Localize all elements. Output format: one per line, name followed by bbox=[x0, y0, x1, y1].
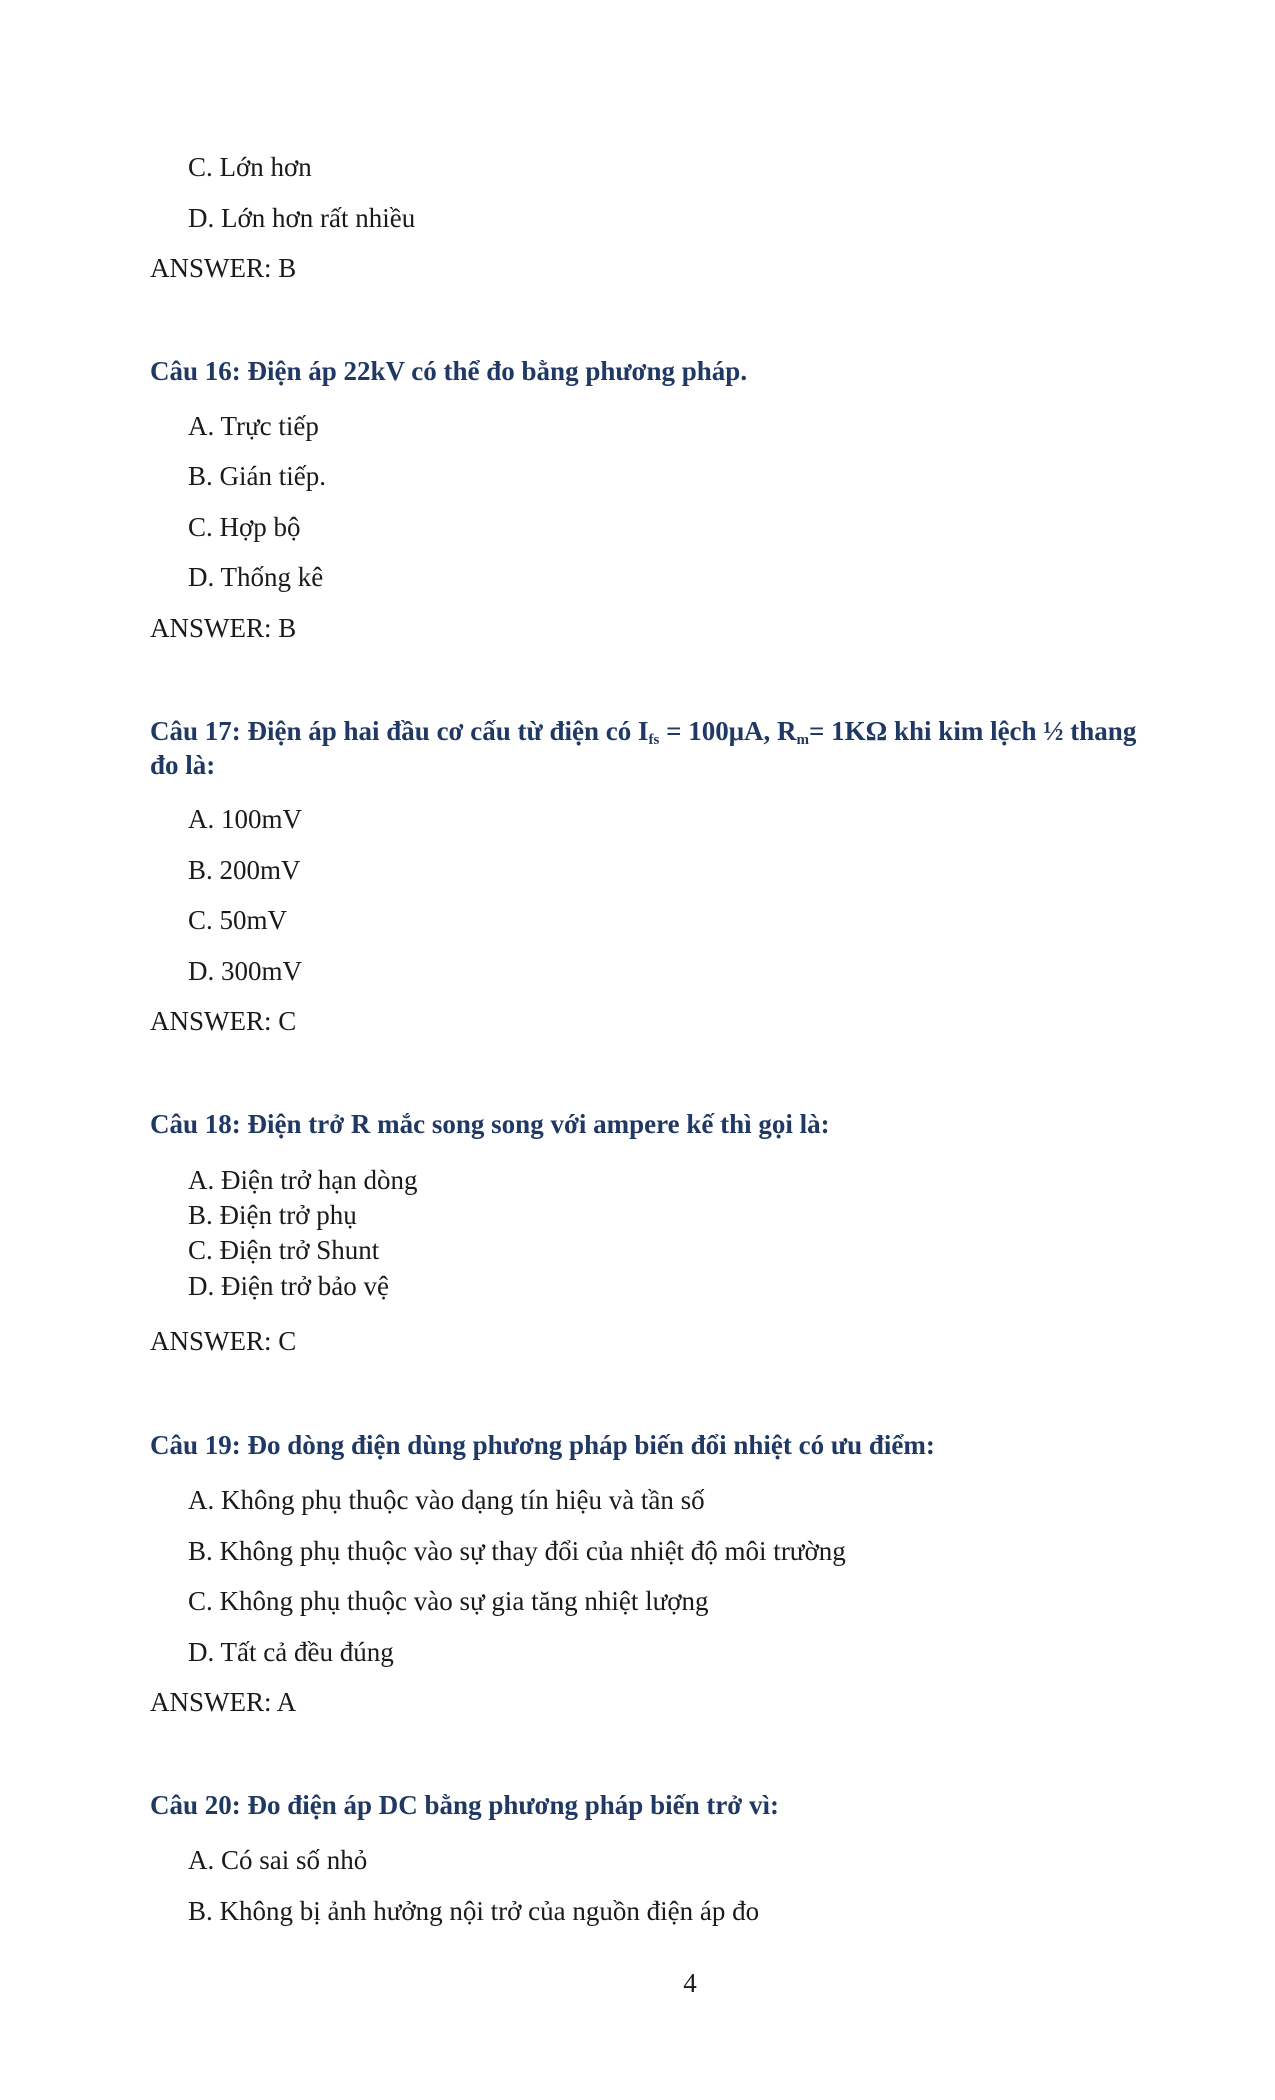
question-17-subscript-m: m bbox=[796, 732, 810, 748]
question-19-answer: ANSWER: A bbox=[150, 1687, 297, 1717]
option-c: C. Lớn hơn bbox=[188, 152, 312, 182]
question-18-answer: ANSWER: C bbox=[150, 1326, 297, 1356]
question-18-option-b: B. Điện trở phụ bbox=[188, 1200, 357, 1230]
question-17-title-line2: đo là: bbox=[150, 750, 216, 780]
question-16-title: Câu 16: Điện áp 22kV có thể đo bằng phương pháp. bbox=[150, 356, 748, 386]
question-18-option-c: C. Điện trở Shunt bbox=[188, 1235, 380, 1265]
question-19-option-b: B. Không phụ thuộc vào sự thay đổi của nhiệt độ môi trường bbox=[188, 1536, 846, 1566]
question-16-option-c: C. Hợp bộ bbox=[188, 512, 301, 542]
question-16-answer: ANSWER: B bbox=[150, 613, 297, 643]
question-20-title: Câu 20: Đo điện áp DC bằng phương pháp biến trở vì: bbox=[150, 1790, 780, 1820]
question-18-option-d: D. Điện trở bảo vệ bbox=[188, 1271, 389, 1301]
question-17-option-c: C. 50mV bbox=[188, 905, 288, 935]
question-17-title-part2: = 100μA, R bbox=[659, 716, 797, 746]
question-18-option-a: A. Điện trở hạn dòng bbox=[188, 1165, 418, 1195]
question-18-title: Câu 18: Điện trở R mắc song song với ampere kế thì gọi là: bbox=[150, 1109, 830, 1139]
question-17-title-part1: Câu 17: Điện áp hai đầu cơ cấu từ điện có I bbox=[150, 716, 649, 746]
question-17-option-d: D. 300mV bbox=[188, 956, 302, 986]
option-d: D. Lớn hơn rất nhiều bbox=[188, 203, 416, 233]
question-19-option-a: A. Không phụ thuộc vào dạng tín hiệu và tần số bbox=[188, 1485, 705, 1515]
question-17-option-b: B. 200mV bbox=[188, 855, 301, 885]
question-17-option-a: A. 100mV bbox=[188, 804, 302, 834]
question-16-option-d: D. Thống kê bbox=[188, 562, 324, 592]
question-17-answer: ANSWER: C bbox=[150, 1006, 297, 1036]
page-number: 4 bbox=[683, 1968, 697, 1998]
question-17-title bbox=[150, 714, 1136, 748]
question-19-title: Câu 19: Đo dòng điện dùng phương pháp biến đổi nhiệt có ưu điểm: bbox=[150, 1430, 935, 1460]
question-16-option-a: A. Trực tiếp bbox=[188, 411, 319, 441]
question-20-option-b: B. Không bị ảnh hưởng nội trở của nguồn điện áp đo bbox=[188, 1896, 760, 1926]
question-19-option-d: D. Tất cả đều đúng bbox=[188, 1637, 394, 1667]
answer-line: ANSWER: B bbox=[150, 253, 297, 283]
question-20-option-a: A. Có sai số nhỏ bbox=[188, 1845, 368, 1875]
question-19-option-c: C. Không phụ thuộc vào sự gia tăng nhiệt lượng bbox=[188, 1586, 709, 1616]
question-17-title-part3: = 1KΩ khi kim lệch ½ thang bbox=[809, 716, 1137, 746]
question-17-subscript-fs: fs bbox=[648, 732, 660, 748]
question-16-option-b: B. Gián tiếp. bbox=[188, 461, 326, 491]
